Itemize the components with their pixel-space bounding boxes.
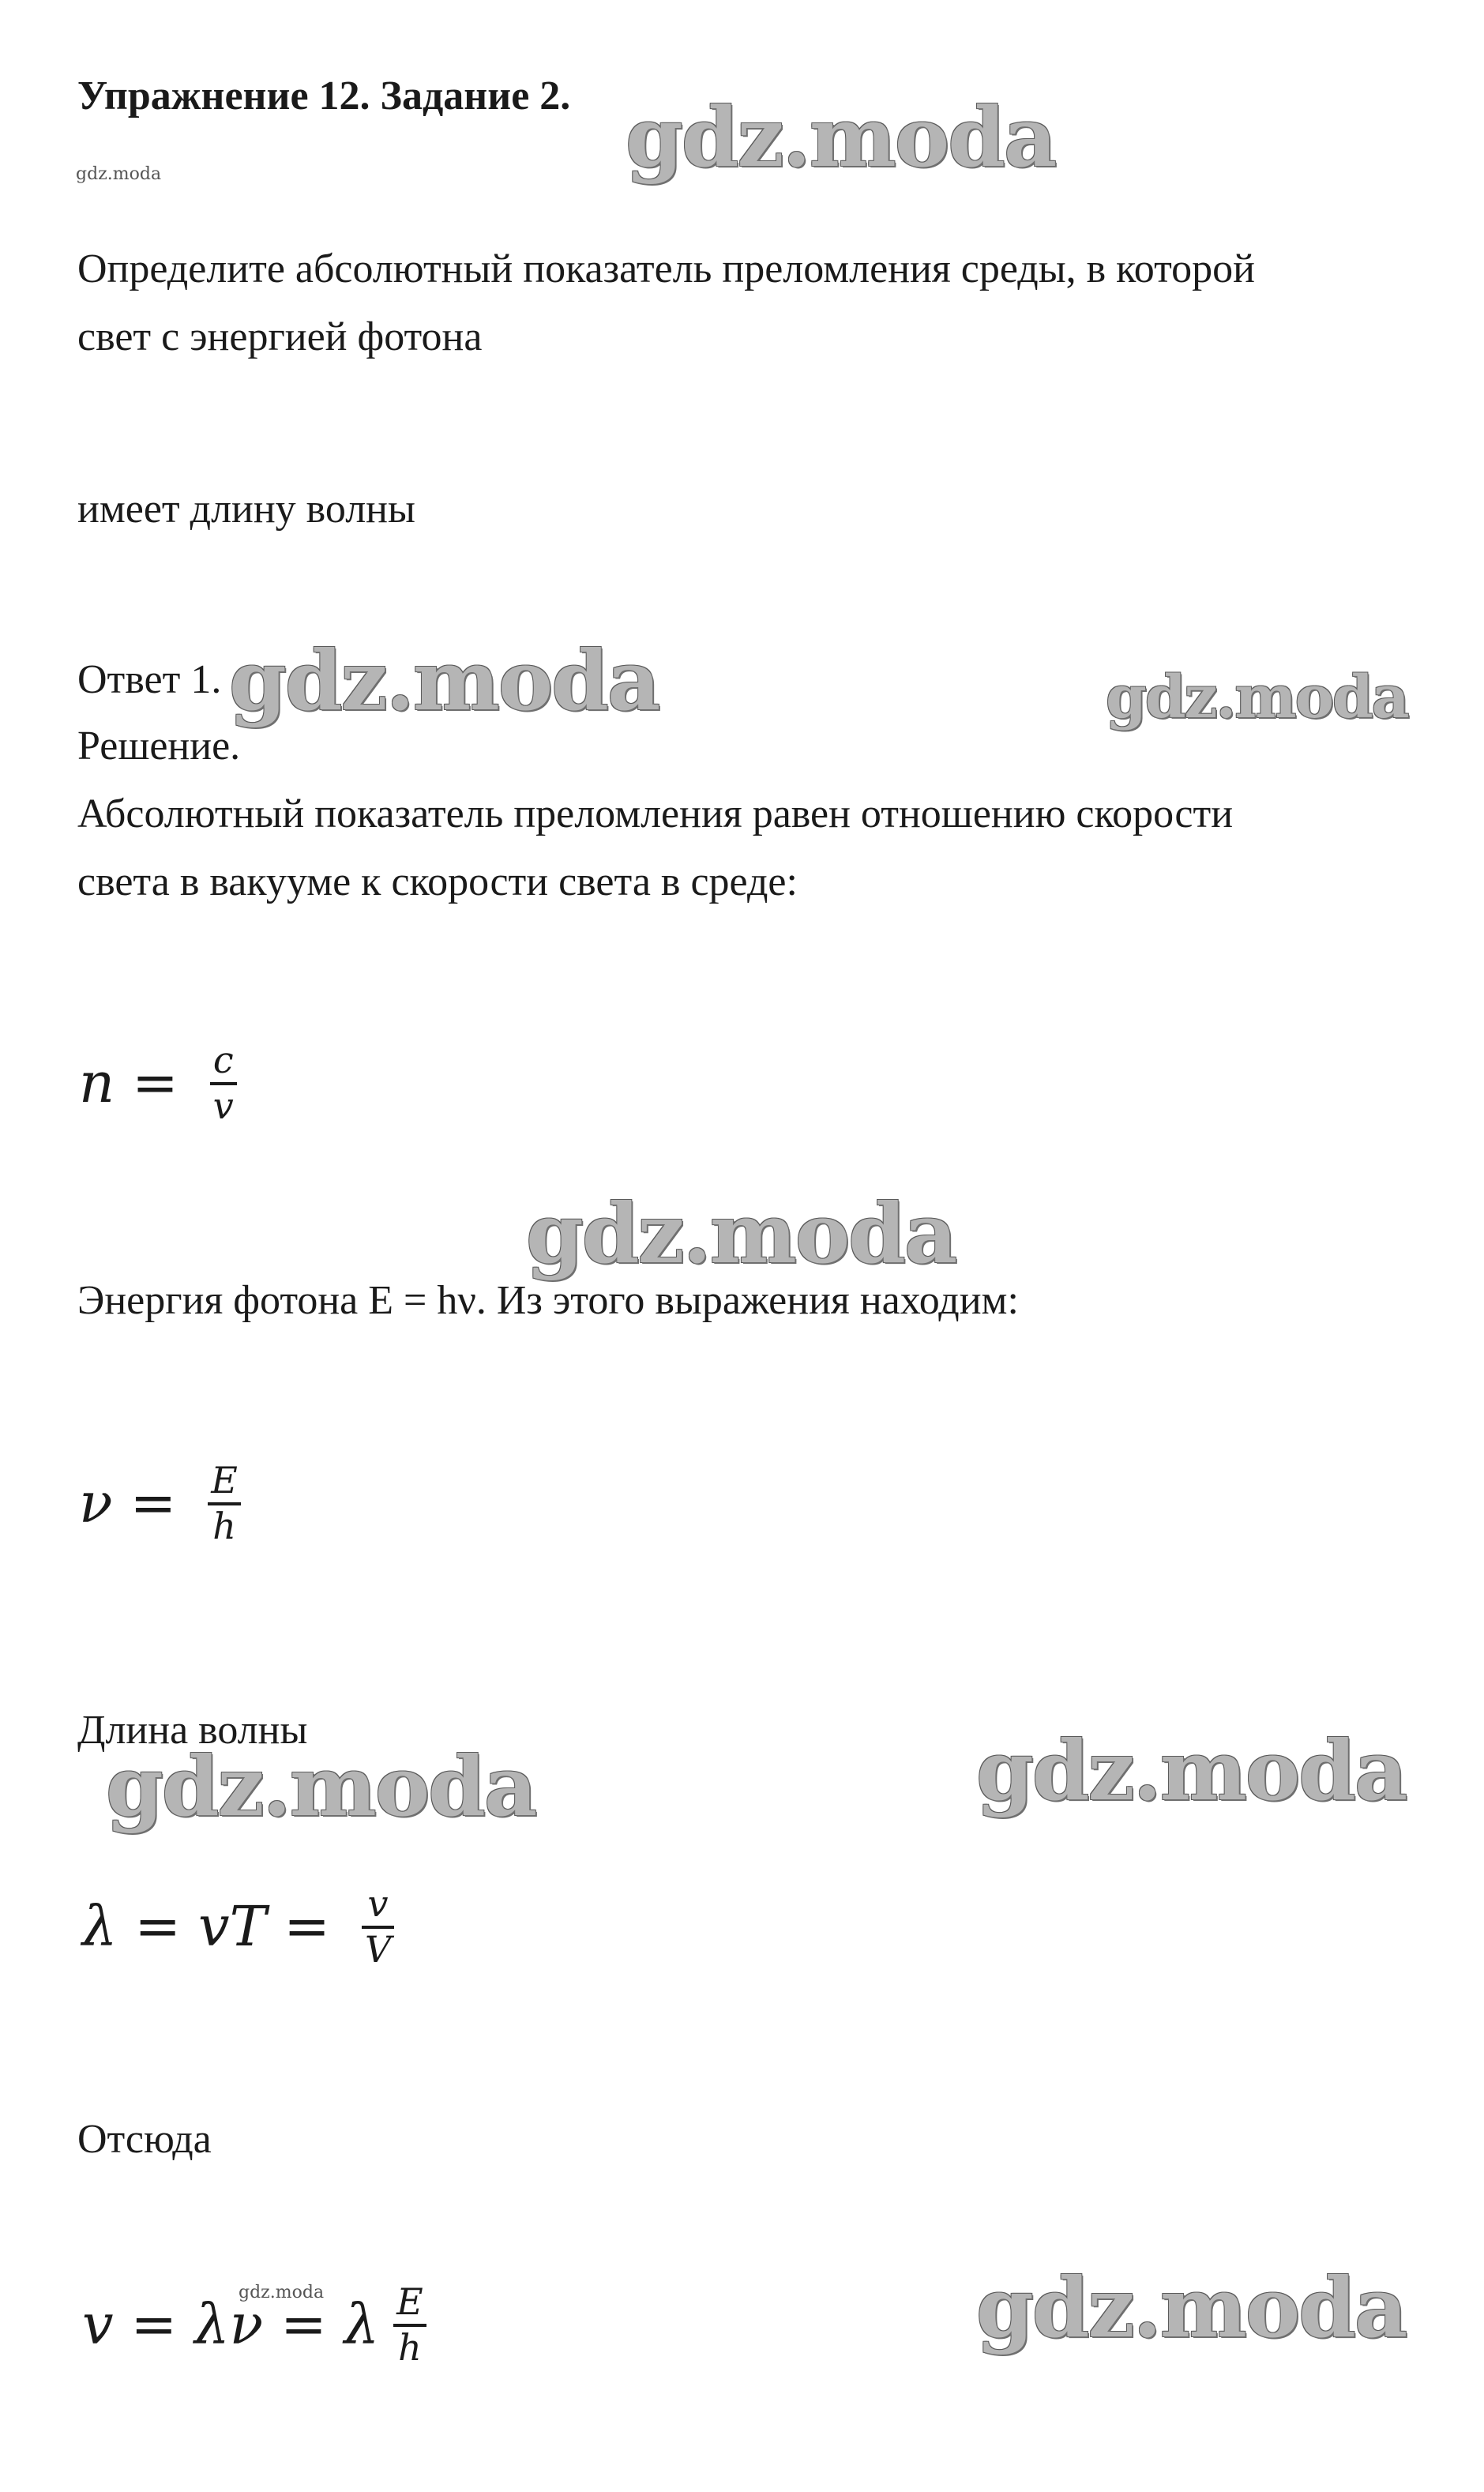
numerator: E — [396, 2280, 423, 2323]
watermark: gdz.moda — [976, 2259, 1407, 2356]
formula-lhs: n — [79, 1051, 115, 1116]
numerator: c — [212, 1039, 234, 1081]
watermark: gdz.moda — [229, 632, 659, 729]
question-line-1: Определите абсолютный показатель преломления среды, в которой — [77, 246, 1255, 291]
solution-paragraph-3: Длина волны — [77, 1708, 308, 1753]
watermark: gdz.moda — [626, 88, 1056, 186]
solution-paragraph-1-line-2: света в вакууме к скорости света в среде: — [77, 859, 798, 904]
watermark: gdz.moda — [106, 1738, 536, 1835]
formula-lhs: v — [82, 2292, 114, 2358]
formula-refractive-index — [79, 1041, 237, 1126]
formula-middle: vT — [198, 1894, 267, 1960]
formula-coefficient: λ — [344, 2292, 380, 2358]
formula-wavelength — [82, 1882, 394, 1971]
formula-lhs: λ — [82, 1894, 118, 1960]
denominator: v — [212, 1084, 234, 1128]
solution-paragraph-1-line-1: Абсолютный показатель преломления равен отношению скорости — [77, 791, 1234, 836]
page-title: Упражнение 12. Задание 2. — [77, 73, 571, 118]
equals-sign: = — [284, 1894, 330, 1960]
denominator: h — [212, 1505, 236, 1548]
watermark: gdz.moda — [526, 1185, 956, 1282]
fraction — [362, 1882, 394, 1971]
equals-sign: = — [132, 1051, 178, 1116]
watermark: gdz.moda — [976, 1722, 1407, 1819]
numerator: v — [367, 1882, 389, 1925]
denominator: V — [364, 1928, 392, 1971]
equals-sign: = — [130, 2292, 178, 2358]
fraction — [393, 2280, 426, 2370]
solution-paragraph-4: Отсюда — [77, 2117, 212, 2162]
equals-sign: = — [134, 1894, 182, 1960]
question-line-2: свет с энергией фотона — [77, 314, 483, 359]
solution-label: Решение. — [77, 724, 241, 769]
equals-sign: = — [280, 2292, 327, 2358]
formula-middle: λν — [194, 2292, 264, 2358]
question-line-3: имеет длину волны — [77, 487, 415, 532]
fraction — [210, 1041, 237, 1126]
fraction — [208, 1461, 241, 1546]
watermark-small: gdz.moda — [76, 164, 162, 184]
answer-label: Ответ 1. — [77, 657, 222, 702]
numerator: E — [211, 1459, 238, 1502]
watermark-small: gdz.moda — [239, 2283, 325, 2302]
denominator: h — [398, 2326, 422, 2370]
equals-sign: = — [130, 1471, 177, 1536]
formula-lhs: ν — [79, 1471, 113, 1536]
solution-paragraph-2: Энергия фотона E = hν. Из этого выражения находим: — [77, 1278, 1019, 1323]
formula-frequency — [79, 1461, 241, 1546]
watermark: gdz.moda — [1106, 663, 1408, 731]
